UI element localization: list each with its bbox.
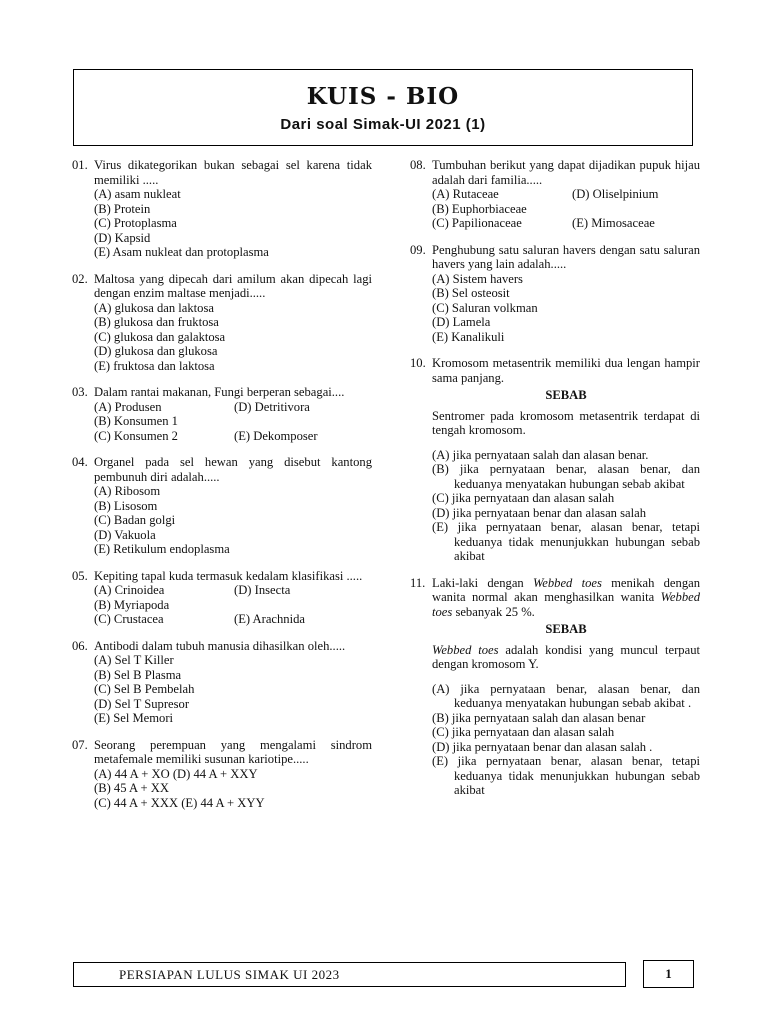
option: (C) jika pernyataan dan alasan salah [432,491,615,505]
option: (B) Sel osteosit [432,286,510,300]
stem-text: menikah dengan wanita normal akan menghasilkan wanita [432,575,701,604]
option: (D) glukosa dan glukosa [94,344,218,358]
option: (B) Sel B Plasma [94,667,182,682]
sebab-label: SEBAB [545,388,587,402]
option: (A) glukosa dan laktosa [94,300,214,315]
footer-text: PERSIAPAN LULUS SIMAK UI 2023 [119,967,340,982]
option: (D) jika pernyataan benar dan alasan salah [432,505,646,520]
question-number: 05. [72,568,88,583]
page-number: 1 [643,960,694,988]
option: (B) Lisosom [94,498,158,513]
option: (C) 44 A + XXX (E) 44 A + XYY [94,795,265,810]
option: (A) 44 A + XO (D) 44 A + XXY [94,766,258,781]
footer-box [73,962,626,987]
option: (D) jika pernyataan benar dan alasan salah . [432,739,653,754]
option: (B) jika pernyataan salah dan alasan benar [432,710,646,725]
option: (C) jika pernyataan dan alasan salah [432,725,615,739]
option: (E) Retikulum endoplasma [94,542,230,556]
option: (A) jika pernyataan salah dan alasan benar. [432,447,649,462]
option: (A) Ribosom [94,484,161,498]
question-stem: Dalam rantai makanan, Fungi berperan sebagai.... [94,385,345,399]
stem-text: sebanyak 25 %. [452,604,535,619]
question-09 [410,243,700,345]
reason-italic: Webbed toes [432,642,499,657]
option: (E) Asam nukleat dan protoplasma [94,245,269,259]
header-box [73,69,693,146]
question-stem: Penghubung satu saluran havers dengan satu saluran havers yang lain adalah..... [432,242,700,271]
option: (E) Mimosaceae [572,216,655,230]
question-stem: Tumbuhan berikut yang dapat dijadikan pupuk hijau adalah dari familia..... [432,158,700,187]
option: (D) Lamela [432,315,491,329]
question-stem: Organel pada sel hewan yang disebut kantong pembunuh diri adalah..... [94,455,372,484]
option: (D) Sel T Supresor [94,696,190,711]
option: (A) Sistem havers [432,271,523,286]
option: (E) fruktosa dan laktosa [94,358,215,373]
question-number: 07. [72,737,88,752]
option: (C) Sel B Pembelah [94,682,195,696]
question-number: 03. [72,385,88,399]
option: (B) Euphorbiaceae [432,201,527,216]
question-10 [410,356,700,564]
option: (B) Myriapoda [94,597,170,612]
sebab-label: SEBAB [545,622,587,636]
option: (C) glukosa dan galaktosa [94,329,226,344]
option: (C) Papilionaceae [432,216,522,230]
option: (C) Badan golgi [94,513,176,527]
option: (C) Protoplasma [94,216,177,230]
page-subtitle: Dari soal Simak-UI 2021 (1) [280,116,486,133]
stem-italic: Webbed toes [532,575,602,590]
stem-text: Laki-laki dengan [432,575,533,590]
question-stem: Seorang perempuan yang mengalami sindrom metafemale memiliki susunan kariotipe..... [94,737,372,766]
question-02 [72,272,372,374]
option: (C) Saluran volkman [432,300,538,315]
option: (A) Rutaceae [432,187,499,201]
question-stem: Kepiting tapal kuda termasuk kedalam klasifikasi ..... [94,568,363,583]
option: (C) Crustacea [94,612,164,626]
option: (E) Kanalikuli [432,329,505,344]
option: (A) Produsen [94,399,162,414]
option: (B) Protein [94,201,151,216]
left-column [72,158,372,822]
option: (E) jika pernyataan benar, alasan benar, tetapi keduanya tidak menunjukkan hubungan sebab akibat [432,754,700,797]
question-stem: Kromosom metasentrik memiliki dua lengan hampir sama panjang. [432,356,700,385]
right-column [410,158,700,810]
question-03 [72,385,372,443]
option: (D) Insecta [234,583,291,597]
question-number: 08. [410,158,426,172]
question-stem [432,576,700,620]
option: (E) Arachnida [234,612,305,626]
question-stem: Maltosa yang dipecah dari amilum akan dipecah lagi dengan enzim maltase menjadi..... [94,271,372,300]
option: (B) jika pernyataan benar, alasan benar, dan keduanya menyatakan hubungan sebab akibat [432,462,700,491]
page-title: KUIS - BIO [306,83,460,110]
question-number: 02. [72,271,88,286]
question-number: 09. [410,242,426,257]
option: (B) glukosa dan fruktosa [94,315,219,329]
option: (D) Detritivora [234,399,310,414]
question-number: 04. [72,455,88,469]
question-01 [72,158,372,260]
option: (B) Konsumen 1 [94,414,178,428]
question-08 [410,158,700,231]
option: (D) Oliselpinium [572,187,659,201]
reason-text [432,643,700,672]
option: (E) jika pernyataan benar, alasan benar, tetapi keduanya tidak menunjukkan hubungan sebab akibat [432,520,700,563]
question-stem: Virus dikategorikan bukan sebagai sel karena tidak memiliki ..... [94,158,372,187]
option: (E) Dekomposer [234,428,318,443]
option: (E) Sel Memori [94,711,174,725]
option: (A) Crinoidea [94,583,165,597]
question-stem: Antibodi dalam tubuh manusia dihasilkan oleh..... [94,638,346,653]
question-07 [72,738,372,811]
question-number: 06. [72,638,88,653]
question-number: 10. [410,356,426,370]
option: (D) Vakuola [94,527,156,542]
question-number: 11. [410,575,426,590]
question-11 [410,576,700,798]
option: (B) 45 A + XX [94,781,169,795]
stem-italic: Webbed toes [432,590,700,619]
option: (C) Konsumen 2 [94,428,178,443]
reason-text: Sentromer pada kromosom metasentrik terdapat di tengah kromosom. [432,408,700,437]
option: (D) Kapsid [94,230,151,245]
option: (A) Sel T Killer [94,653,174,667]
question-05 [72,569,372,627]
option: (A) asam nukleat [94,187,181,201]
option: (A) jika pernyataan benar, alasan benar, dan keduanya menyatakan hubungan sebab akibat . [432,681,700,710]
question-04 [72,455,372,557]
reason-rest: adalah kondisi yang muncul terpaut dengan kromosom Y. [432,642,700,671]
question-number: 01. [72,158,88,172]
question-06 [72,639,372,726]
